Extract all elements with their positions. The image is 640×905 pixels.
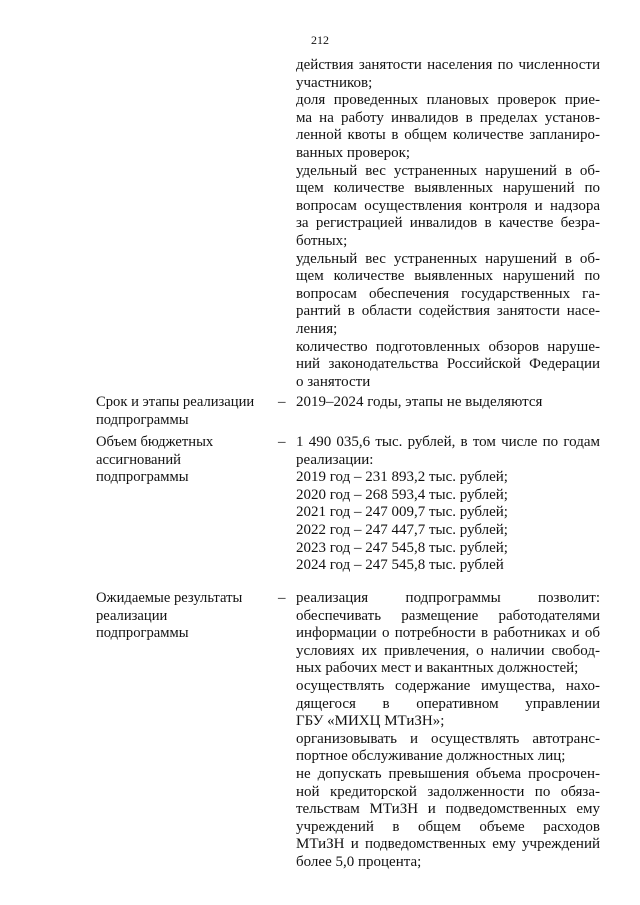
text-line: более 5,0 процента; (296, 853, 422, 870)
text-line: ботных; (296, 232, 348, 249)
section-label (96, 590, 271, 643)
text-line: удельный вес устраненных нарушений в об- (296, 250, 600, 267)
section-label (96, 394, 271, 429)
text-line: ванных проверок; (296, 144, 411, 161)
text-line: осуществлять содержание имущества, нахо- (296, 677, 600, 694)
text-line: щем количестве выявленных нарушений по (296, 268, 600, 285)
text-line: 2022 год – 247 447,7 тыс. рублей; (296, 521, 508, 538)
text-line: МТиЗН и подведомственных ему учреждений (296, 836, 600, 853)
text-line: обеспечивать размещение работодателями (296, 607, 600, 624)
text-line: ления; (296, 320, 338, 337)
page-number: 212 (311, 33, 329, 47)
text-line: информации о потребности в работниках и об (296, 625, 600, 642)
section-value (296, 394, 600, 412)
text-line: ных рабочих мест и вакантных должностей; (296, 660, 579, 677)
text-line: дящегося в оперативном управлении (296, 695, 600, 712)
text-line: о занятости (296, 373, 371, 390)
text-line: ний законодательства Российской Федерации (296, 356, 600, 373)
section-dash: – (278, 434, 286, 450)
text-line: реализации: (296, 451, 374, 468)
text-line: 2019 год – 231 893,2 тыс. рублей; (296, 469, 508, 486)
text-line: ма на работу инвалидов в пределах установ- (296, 109, 600, 126)
text-line: доля проведенных плановых проверок прие- (296, 92, 600, 109)
text-line: 2021 год – 247 009,7 тыс. рублей; (296, 504, 508, 521)
text-line: действия занятости населения по численности (296, 57, 600, 73)
label-line: Ожидаемые результаты (96, 590, 243, 606)
text-line: 2024 год – 247 545,8 тыс. рублей (296, 557, 504, 574)
text-line: ленной квоты в общем количестве запланиро- (296, 127, 600, 144)
text-line: вопросам осуществления контроля и надзора (296, 197, 600, 214)
text-line: 1 490 035,6 тыс. рублей, в том числе по годам (296, 434, 600, 450)
text-line: организовывать и осуществлять автотранс- (296, 730, 600, 747)
text-line: количество подготовленных обзоров наруше- (296, 338, 600, 355)
text-line: вопросам обеспечения государственных га- (296, 285, 600, 302)
text-line: учреждений в общем объеме расходов (296, 818, 600, 835)
section-value (296, 434, 600, 575)
text-line: тельствам МТиЗН и подведомственных ему (296, 801, 600, 818)
section-dash: – (278, 590, 286, 606)
text-line: щем количестве выявленных нарушений по (296, 180, 600, 197)
label-line: подпрограммы (96, 469, 189, 486)
label-line: подпрограммы (96, 411, 189, 428)
label-line: ассигнований (96, 451, 181, 468)
label-line: подпрограммы (96, 625, 189, 642)
section-label (96, 434, 271, 487)
text-line: участников; (296, 74, 373, 91)
text-line: ГБУ «МИХЦ МТиЗН»; (296, 713, 445, 730)
section-dash: – (278, 394, 286, 410)
text-line: рантий в области содействия занятости насе- (296, 303, 600, 320)
top-text-block (296, 57, 600, 391)
section-value (296, 590, 600, 872)
text-line: 2023 год – 247 545,8 тыс. рублей; (296, 539, 508, 556)
text-line: 2020 год – 268 593,4 тыс. рублей; (296, 486, 508, 503)
text-line: удельный вес устраненных нарушений в об- (296, 162, 600, 179)
label-line: реализации (96, 607, 168, 624)
text-line: 2019–2024 годы, этапы не выделяются (296, 394, 543, 410)
text-line: не допускать превышения объема просрочен- (296, 765, 600, 782)
text-line: за регистрацией инвалидов в качестве безра- (296, 215, 600, 232)
text-line: условиях их привлечения, о наличии свобод- (296, 642, 600, 659)
text-line: портное обслуживание должностных лиц; (296, 748, 566, 765)
text-line: реализация подпрограммы позволит: (296, 590, 600, 606)
label-line: Объем бюджетных (96, 434, 214, 450)
text-line: ной кредиторской задолженности по обяза- (296, 783, 600, 800)
label-line: Срок и этапы реализации (96, 394, 255, 410)
